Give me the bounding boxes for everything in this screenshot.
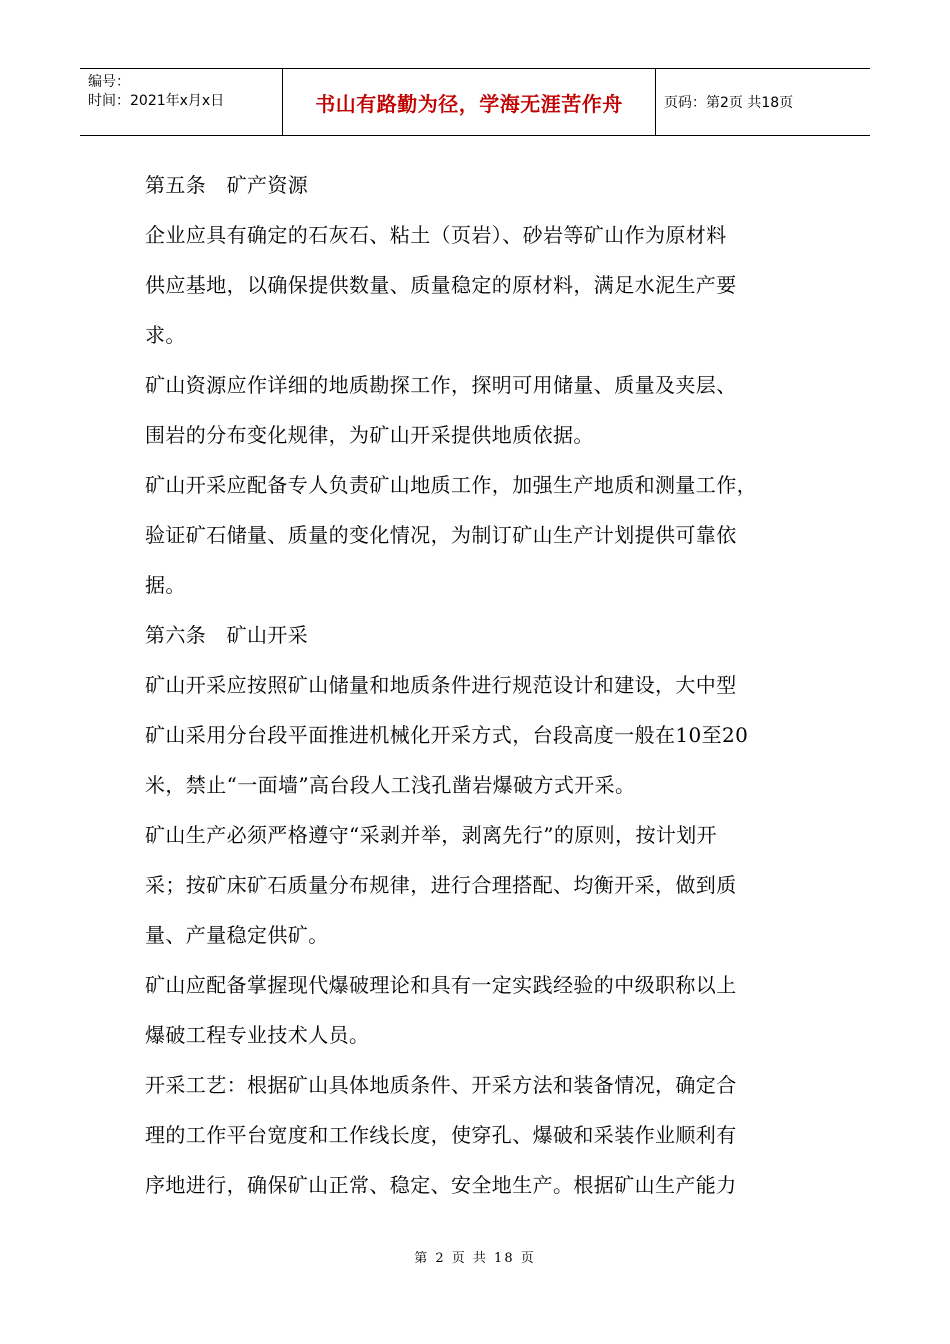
document-number-label: 编号： [88, 74, 130, 90]
body-line: 求。 [145, 323, 186, 347]
body-line: 开采工艺：根据矿山具体地质条件、开采方法和装备情况，确定合 [145, 1073, 737, 1097]
body-line: 企业应具有确定的石灰石、粘土（页岩）、砂岩等矿山作为原材料 [145, 223, 727, 247]
header-page-info: 页码：第2页 共18页 [664, 95, 794, 111]
body-line: 供应基地，以确保提供数量、质量稳定的原材料，满足水泥生产要 [145, 273, 737, 297]
body-line: 矿山开采应配备专人负责矿山地质工作，加强生产地质和测量工作， [145, 473, 757, 497]
body-line: 矿山资源应作详细的地质勘探工作，探明可用储量、质量及夹层、 [145, 373, 737, 397]
body-line: 理的工作平台宽度和工作线长度，使穿孔、爆破和采装作业顺利有 [145, 1123, 737, 1147]
body-line: 米，禁止“一面墙”高台段人工浅孔凿岩爆破方式开采。 [145, 773, 636, 797]
document-body [145, 160, 810, 1210]
body-line: 围岩的分布变化规律，为矿山开采提供地质依据。 [145, 423, 594, 447]
body-line: 验证矿石储量、质量的变化情况，为制订矿山生产计划提供可靠依 [145, 523, 737, 547]
body-line: 据。 [145, 573, 186, 597]
body-line: 序地进行，确保矿山正常、稳定、安全地生产。根据矿山生产能力 [145, 1173, 737, 1197]
body-line: 矿山生产必须严格遵守“采剥并举，剥离先行”的原则，按计划开 [145, 823, 718, 847]
header-slogan: 书山有路勤为径，学海无涯苦作舟 [283, 69, 656, 135]
body-line: 矿山开采应按照矿山储量和地质条件进行规范设计和建设，大中型 [145, 673, 737, 697]
body-line: 量、产量稳定供矿。 [145, 923, 329, 947]
body-line: 爆破工程专业技术人员。 [145, 1023, 370, 1047]
body-line: 采；按矿床矿石质量分布规律，进行合理搭配、均衡开采，做到质 [145, 873, 737, 897]
document-time-label: 时间：2021年x月x日 [88, 93, 225, 109]
body-line: 第六条 矿山开采 [145, 623, 309, 647]
body-line: 矿山应配备掌握现代爆破理论和具有一定实践经验的中级职称以上 [145, 973, 737, 997]
page-header [80, 68, 870, 136]
body-line: 第五条 矿产资源 [145, 173, 309, 197]
header-meta-cell [80, 69, 283, 135]
page-footer: 第 2 页 共 18 页 [414, 1251, 536, 1266]
body-line: 矿山采用分台段平面推进机械化开采方式，台段高度一般在10至20 [145, 723, 749, 747]
